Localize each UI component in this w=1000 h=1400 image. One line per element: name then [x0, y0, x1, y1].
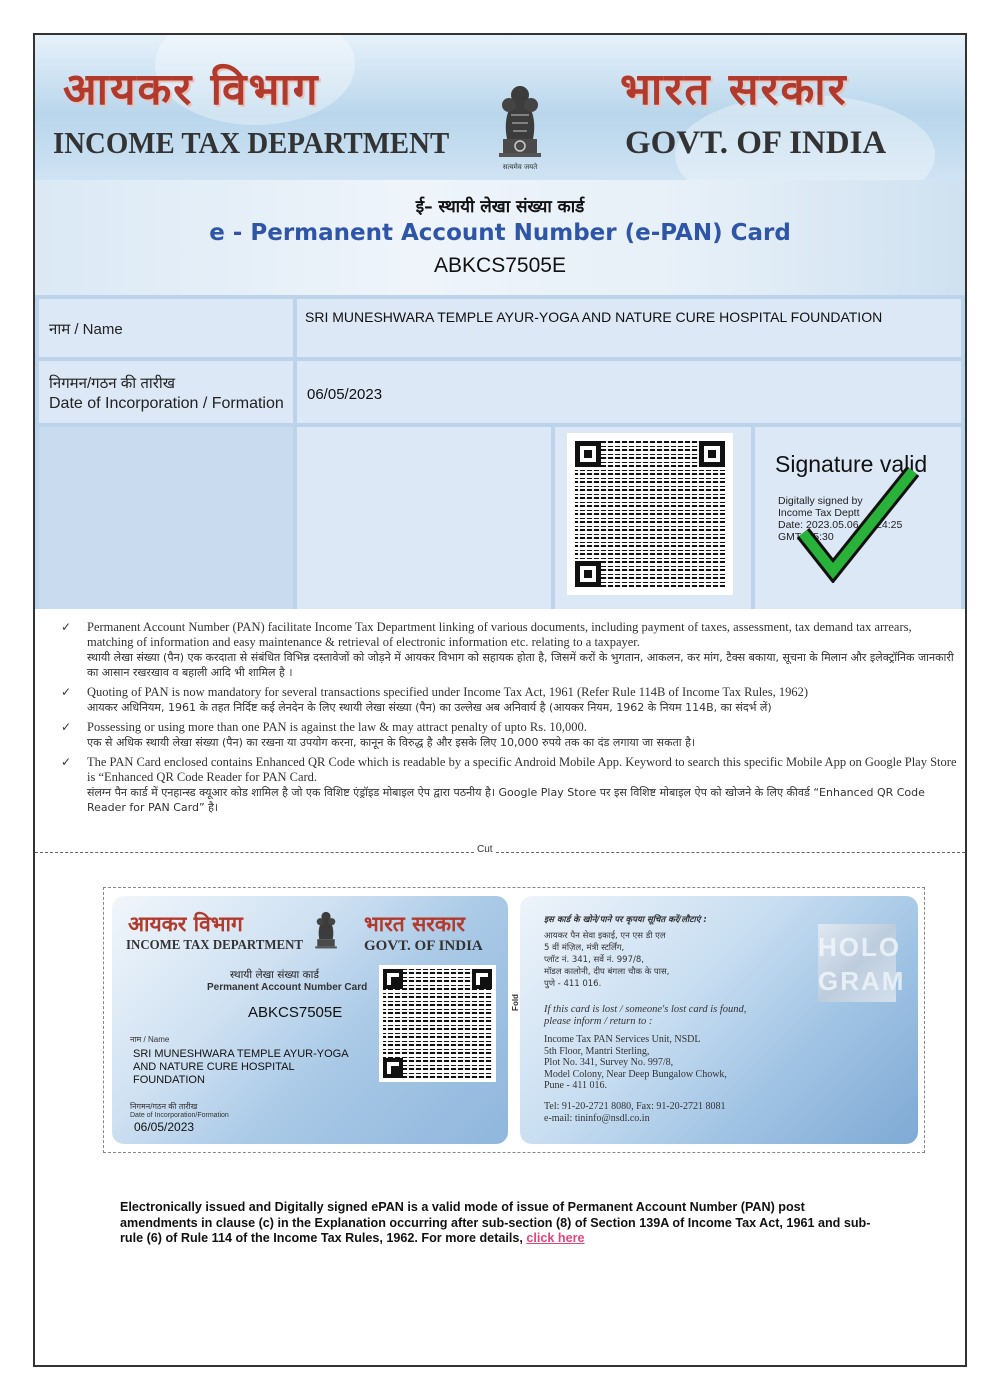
qr-cell — [555, 427, 751, 609]
qr-code — [567, 433, 733, 595]
emblem-motto: सत्यमेव जयते — [502, 163, 538, 171]
verification-row — [35, 423, 965, 609]
card-date-label-hindi: निगमन/गठन की तारीख — [130, 1102, 198, 1111]
date-label-english: Date of Incorporation / Formation — [49, 395, 284, 412]
name-row — [35, 295, 965, 357]
signature-line-4: GMT+05:30 — [778, 531, 834, 543]
date-label-hindi: निगमन/गठन की तारीख — [49, 375, 176, 392]
note-item: ✓ Quoting of PAN is now mandatory for several transactions specified under Income Tax Act, 1961 (Refer Rule 114B of Income Tax Rules, 1962) आयकर अधिनियम, 1961 के तहत निर्दिष्ट कई लेनदेन के लिए स्थायी लेखा संख्या (पैन) का उल्लेख अब अनिवार्य है (आयकर नियम, 1962 के नियम 114B, का संदर्भ लें) — [61, 685, 809, 714]
govt-english: GOVT. OF INDIA — [625, 125, 887, 161]
pan-card-back — [520, 896, 918, 1144]
card-back-hindi-intro: इस कार्ड के खोने/पाने पर कृपया सूचित करें/लौटाएं : — [544, 915, 707, 925]
card-back-hindi-address: आयकर पैन सेवा इकाई, एन एस डी एल 5 वीं मंज़िल, मंत्री स्टर्लिंग, प्लॉट नं. 341, सर्वे नं. 997/8, मॉडल कालोनी, दीप बंगला चौक के पास, पुणे - 411 016. — [544, 931, 670, 989]
date-value-cell — [297, 361, 961, 423]
name-value-cell — [297, 299, 961, 357]
card-name-label: नाम / Name — [130, 1035, 170, 1044]
check-mark-icon: ✓ — [61, 620, 72, 634]
pan-card-front — [112, 896, 508, 1144]
cut-label: Cut — [477, 844, 493, 855]
check-mark-icon: ✓ — [61, 685, 72, 699]
footer-note — [120, 1200, 880, 1247]
card-govt-hindi: भारत सरकार — [364, 911, 466, 936]
card-name-value: SRI MUNESHWARA TEMPLE AYUR-YOGA AND NATURE CURE HOSPITAL FOUNDATION — [133, 1048, 348, 1086]
date-label-cell — [39, 361, 293, 423]
signature-title: Signature valid — [775, 451, 928, 477]
pan-card-cutout — [103, 887, 925, 1153]
header-banner — [35, 35, 965, 180]
card-pan-number: ABKCS7505E — [248, 1004, 343, 1021]
fold-label: Fold — [510, 994, 520, 1011]
card-dept-hindi: आयकर विभाग — [128, 911, 243, 936]
epan-document — [33, 33, 967, 1367]
card-date-label-english: Date of Incorporation/Formation — [130, 1112, 229, 1119]
dept-hindi: आयकर विभाग — [63, 64, 320, 115]
footer-text: Electronically issued and Digitally signed ePAN is a valid mode of issue of Permanent Account Number (PAN) post amendments in clause (c) in the Explanation occurring after sub-section (8) of Section 139A of Income Tax Act, 1961 and sub-rule (6) of Rule 114 of the Income Tax Rules, 1962. For more details, — [120, 1200, 871, 1245]
signature-line-3: Date: 2023.05.06 01:24:25 — [778, 519, 903, 531]
cut-line — [35, 852, 965, 853]
card-dept-english: INCOME TAX DEPARTMENT — [126, 938, 304, 953]
national-emblem-icon — [485, 79, 555, 175]
title-english: e - Permanent Account Number (e-PAN) Card — [209, 220, 791, 246]
title-hindi: ई– स्थायी लेखा संख्या कार्ड — [415, 197, 585, 217]
card-emblem-icon — [308, 908, 344, 958]
card-date-value: 06/05/2023 — [134, 1120, 195, 1134]
date-row — [35, 357, 965, 423]
card-govt-english: GOVT. OF INDIA — [364, 938, 483, 954]
click-here-link[interactable]: click here — [526, 1231, 585, 1245]
notes-list — [57, 620, 957, 820]
card-title-english: Permanent Account Number Card — [207, 982, 368, 993]
signature-line-1: Digitally signed by — [778, 495, 863, 507]
govt-hindi: भारत सरकार — [620, 64, 848, 115]
dept-english: INCOME TAX DEPARTMENT — [53, 125, 450, 160]
name-label-cell — [39, 299, 293, 357]
card-back-contact: Tel: 91-20-2721 8080, Fax: 91-20-2721 8081 e-mail: tininfo@nsdl.co.in — [544, 1101, 726, 1124]
check-mark-icon: ✓ — [61, 755, 72, 769]
signature-line-2: Income Tax Deptt — [778, 507, 860, 519]
card-qr-code — [379, 965, 496, 1082]
green-check-icon — [795, 463, 925, 583]
note-item: ✓ The PAN Card enclosed contains Enhanced QR Code which is readable by a specific Android Mobile App. Keyword to search this specific Mobile App on Google Play Store is “Enhanced QR Code Reader for PAN Card. संलग्न पैन कार्ड में एनहान्स्ड क्यूआर कोड शामिल है जो एक विशिष्ट एंड्रॉइड मोबाइल ऐप द्वारा पठनीय है। Google Play Store पर इस विशिष्ट मोबाइल ऐप को खोजने के लिए कीवर्ड “Enhanced QR Code Reader for PAN Card” है। — [61, 755, 957, 814]
hologram-icon: HOLO GRAM — [818, 924, 896, 1002]
title-band — [35, 180, 965, 295]
check-mark-icon: ✓ — [61, 720, 72, 734]
card-title-hindi: स्थायी लेखा संख्या कार्ड — [230, 969, 320, 981]
name-label: नाम / Name — [49, 321, 123, 338]
name-value: SRI MUNESHWARA TEMPLE AYUR-YOGA AND NATURE CURE HOSPITAL FOUNDATION — [305, 309, 883, 325]
card-back-english-address: Income Tax PAN Services Unit, NSDL 5th Floor, Mantri Sterling, Plot No. 341, Survey No. 997/8, Model Colony, Near Deep Bungalow Chowk, Pune - 411 016. — [544, 1034, 727, 1091]
photo-cell — [39, 427, 293, 609]
pan-number: ABKCS7505E — [434, 254, 566, 277]
note-item: ✓ Permanent Account Number (PAN) facilitate Income Tax Department linking of various documents, including payment of taxes, assessment, tax demand tax arrears, matching of information and easy maintenance & retrieval of electronic information etc. relating to a taxpayer. स्थायी लेखा संख्या (पैन) एक करदाता से संबंधित विभिन्न दस्तावेजों को जोड़ने में आयकर विभाग को सहायक होता है, जिसमें करों के भुगतान, आकलन, कर मांग, टैक्स बकाया, सूचना के मिलान और इलेक्ट्रॉनिक जानकारी का आसान रखरखाव व बहाली आदि भी शामिल है । — [61, 620, 954, 679]
signature-cell — [755, 427, 961, 609]
note-item: ✓ Possessing or using more than one PAN is against the law & may attract penalty of upto Rs. 10,000. एक से अधिक स्थायी लेखा संख्या (पैन) का रखना या उपयोग करना, कानून के विरुद्ध है और इसके लिए 10,000 रुपये तक का दंड लगाया जा सकता है। — [61, 720, 696, 749]
date-value: 06/05/2023 — [307, 386, 383, 403]
card-back-english-intro: If this card is lost / someone's lost card is found, please inform / return to : — [544, 1004, 747, 1027]
blank-cell — [297, 427, 551, 609]
